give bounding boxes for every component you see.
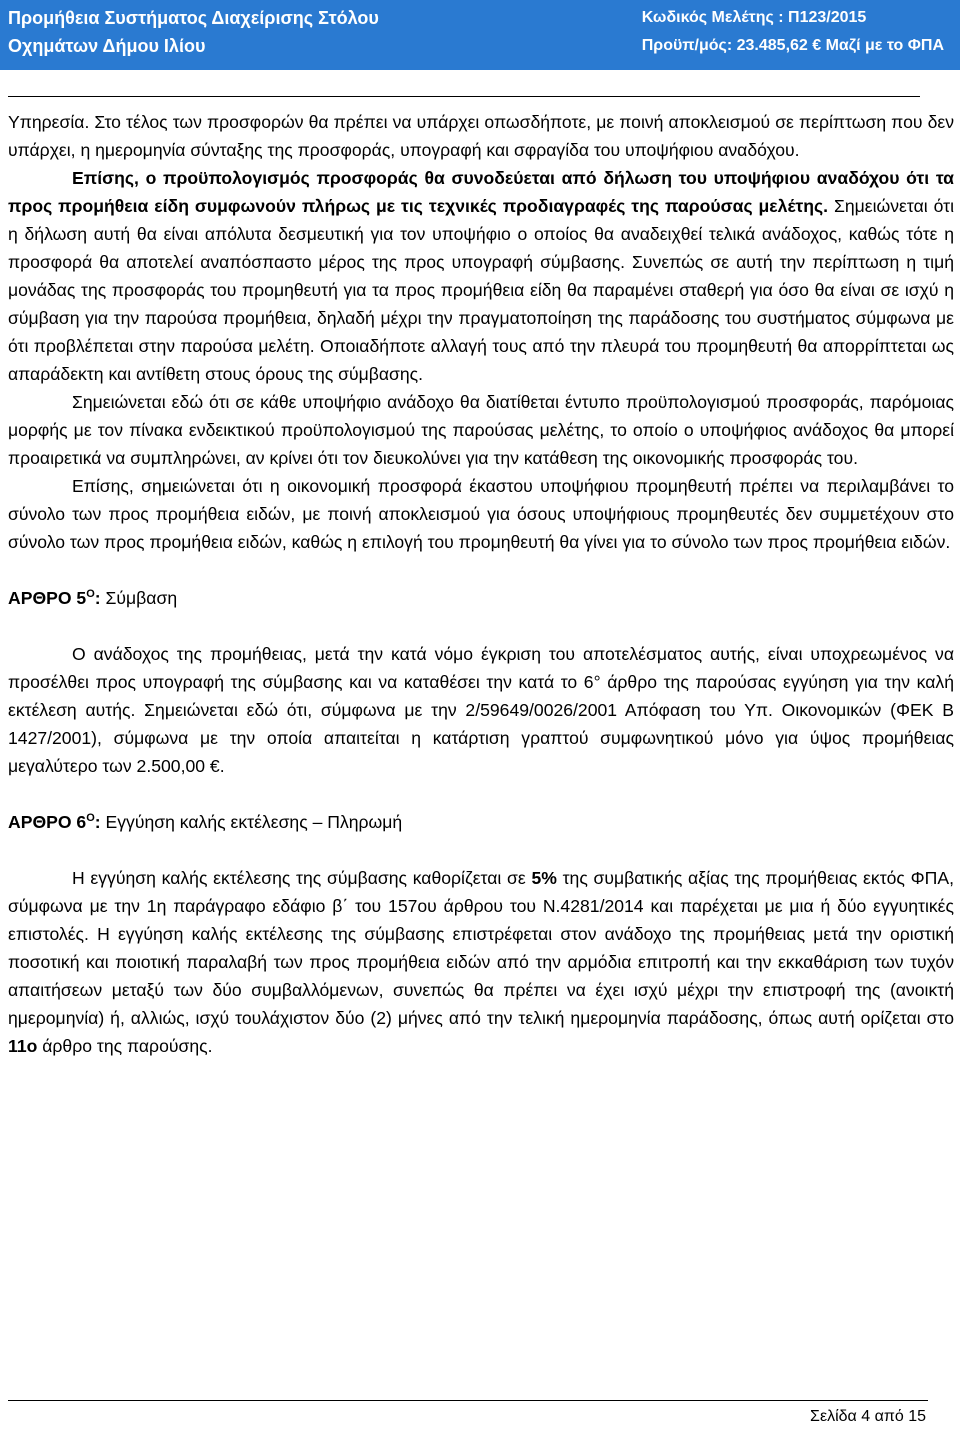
article-6-title: Εγγύηση καλής εκτέλεσης – Πληρωμή [100,812,403,832]
document-header [0,0,960,70]
article-6-text-a: Η εγγύηση καλής εκτέλεσης της σύμβασης καθορίζεται σε [72,868,532,888]
paragraph-3: Σημειώνεται εδώ ότι σε κάθε υποψήφιο ανάδοχο θα διατίθεται έντυπο προϋπολογισμού προσφοράς, παρόμοιας μορφής με τον πίνακα ενδεικτικού προϋπολογισμού της παρούσας μελέτης, το οποίο ο υποψήφιος ανάδοχος θα μπορεί προαιρετικά να συμπληρώνει, αν κρίνει ότι τον διευκολύνει για την κατάθεση της οικονομικής προσφοράς του. [8,392,954,468]
article-5-sup: Ο [86,588,95,601]
footer-divider [8,1400,928,1401]
document-body [8,108,954,1060]
article-6-percent: 5% [531,868,557,888]
article-6-label: ΑΡΘΡΟ 6 [8,812,87,832]
page-number: Σελίδα 4 από 15 [810,1408,926,1425]
header-title-line1: Προμήθεια Συστήματος Διαχείρισης Στόλου [8,8,379,28]
paragraph-2-text: Σημειώνεται ότι η δήλωση αυτή θα είναι απόλυτα δεσμευτική για τον υποψήφιο ο οποίος θα αναδειχθεί τελικά ανάδοχος, καθώς τότε η προσφορά θα αποτελεί αναπόσπαστο μέρος της προς υπογραφή σύμβασης. Συνεπώς σε αυτή την περίπτωση η τιμή μονάδας της προσφοράς του προμηθευτή για τα προς προμήθεια είδη θα παραμένει σταθερή για όσο θα είναι σε ισχύ η σύμβαση για την παρούσα προμήθεια, δηλαδή μέχρι την πραγματοποίηση της παράδοσης του συστήματος σύμφωνα με ότι προβλέπεται στην παρούσα μελέτη. Οποιαδήποτε αλλαγή τους από την πλευρά του προμηθευτή θα απορρίπτεται ως απαράδεκτη και αντίθετη στους όρους της σύμβασης. [8,196,954,384]
article-5-title: Σύμβαση [100,588,178,608]
header-title-line2: Οχημάτων Δήμου Ιλίου [8,36,206,56]
header-code: Κωδικός Μελέτης : Π123/2015 [641,9,867,26]
document-footer [0,1392,960,1432]
header-title-block [8,4,379,60]
article-6-article-ref: 11ο [8,1036,38,1056]
article-6-colon: : [94,812,101,832]
header-budget: Προϋπ/μός: 23.485,62 € Μαζί με το ΦΠΑ [641,37,944,54]
header-info-block [642,4,944,60]
article-5-colon: : [94,588,101,608]
paragraph-4: Επίσης, σημειώνεται ότι η οικονομική προσφορά έκαστου υποψήφιου προμηθευτή πρέπει να περιλαμβάνει το σύνολο των προς προμήθεια ειδών, με ποινή αποκλεισμού για όσους υποψήφιους προμηθευτές δεν συμμετέχουν στο σύνολο των προς προμήθεια ειδών, καθώς η επιλογή του προμηθευτή θα γίνει για το σύνολο των προς προμήθεια ειδών. [8,476,954,552]
article-6-sup: Ο [86,812,95,825]
article-6-text [8,864,954,1060]
article-6-text-b: της συμβατικής αξίας της προμήθειας εκτός ΦΠΑ, σύμφωνα με την 1η παράγραφο εδάφιο β΄ του 157ου άρθρου του Ν.4281/2014 και παρέχεται με μια ή δύο εγγυητικές επιστολές. Η εγγύηση καλής εκτέλεσης της σύμβασης επιστρέφεται στον ανάδοχο της προμήθειας μετά την οριστική ποσοτική και ποιοτική παραλαβή των προς προμήθεια ειδών από την αρμόδια επιτροπή και την εκκαθάριση των τυχόν απαιτήσεων μεταξύ των δύο συμβαλλόμενων, συνεπώς θα πρέπει να έχει ισχύ μέχρι την επιστροφή της (ανοικτή ημερομηνία) ή, αλλιώς, ισχύ τουλάχιστον δύο (2) μήνες από την τελική ημερομηνία παράδοσης, όπως αυτή ορίζεται στο [8,868,954,1028]
paragraph-1: Υπηρεσία. Στο τέλος των προσφορών θα πρέπει να υπάρχει οπωσδήποτε, με ποινή αποκλεισμού σε περίπτωση που δεν υπάρχει, η ημερομηνία σύνταξης της προσφοράς, υπογραφή και σφραγίδα του υποψήφιου αναδόχου. [8,112,954,160]
article-6-text-c: άρθρο της παρούσης. [37,1036,213,1056]
paragraph-2-bold: Επίσης, ο προϋπολογισμός προσφοράς θα συνοδεύεται από δήλωση του υποψήφιου αναδόχου ότι τα προς προμήθεια είδη συμφωνούν πλήρως με τις τεχνικές προδιαγραφές της παρούσας μελέτης. [8,168,954,216]
header-divider [8,96,920,97]
article-5-heading [8,584,954,612]
paragraph-2 [8,164,954,388]
article-6-heading [8,808,954,836]
article-5-text: Ο ανάδοχος της προμήθειας, μετά την κατά νόμο έγκριση του αποτελέσματος αυτής, είναι υποχρεωμένος να προσέλθει προς υπογραφή της σύμβασης και να καταθέσει την κατά το 6° άρθρο της παρούσας εγγύηση για την καλή εκτέλεση αυτής. Σημειώνεται εδώ ότι, σύμφωνα με την 2/59649/0026/2001 Απόφαση του Υπ. Οικονομικών (ΦΕΚ Β 1427/2001), σύμφωνα με την οποία απαιτείται η κατάρτιση γραπτού συμφωνητικού μόνο για ύψος προμήθειας μεγαλύτερο των 2.500,00 €. [8,644,954,776]
article-5-label: ΑΡΘΡΟ 5 [8,588,87,608]
